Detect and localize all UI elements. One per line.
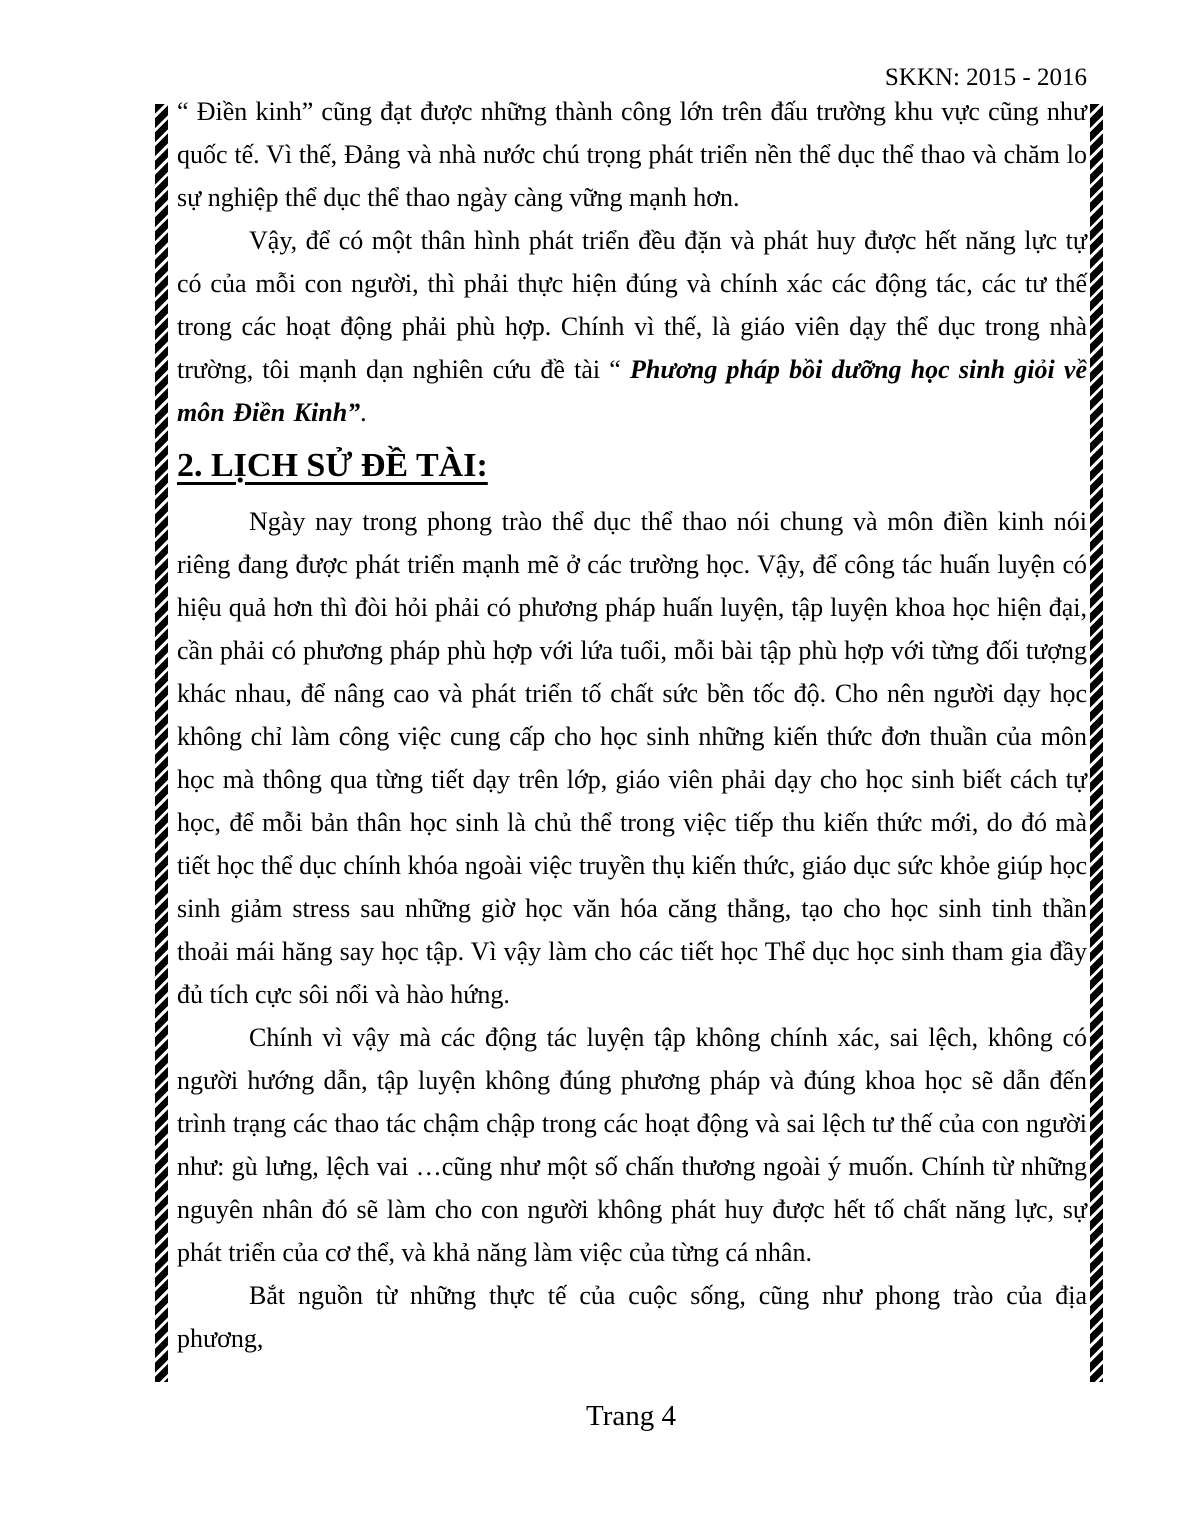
paragraph-motivation-text: Vậy, để có một thân hình phát triển đều đặn và phát huy được hết năng lực tự có của mỗi con người, thì phải thực hiện đúng và chính xác các động tác, các tư thế trong các hoạt động phải phù hợp. Chính vì thế, là giáo viên dạy thể dục trong nhà trường, tôi mạnh dạn nghiên cứu đề tài “ <box>177 226 1087 384</box>
section-heading-history: 2. LỊCH SỬ ĐỀ TÀI: <box>177 447 488 484</box>
research-topic-title: Phương pháp bồi dưỡng học sinh giỏi về môn Điền Kinh” <box>177 355 1088 427</box>
page-header-title: SKKN: 2015 - 2016 <box>884 64 1087 91</box>
footer-page-number: Trang 4 <box>586 1400 676 1432</box>
paragraph-intro: “ Điền kinh” cũng đạt được những thành công lớn trên đấu trường khu vực cũng như quốc tế. Vì thế, Đảng và nhà nước chú trọng phát triển nền thể dục thể thao và chăm lo sự nghiệp thể dục thể thao ngày càng vững mạnh hơn. <box>177 97 1087 212</box>
paragraph-motivation-end: . <box>360 398 367 427</box>
paragraph-history-3: Bắt nguồn từ những thực tế của cuộc sống, cũng như phong trào của địa phương, <box>177 1281 1087 1353</box>
paragraph-history-1: Ngày nay trong phong trào thể dục thể thao nói chung và môn điền kinh nói riêng đang được phát triển mạnh mẽ ở các trường học. Vậy, để công tác huấn luyện có hiệu quả hơn thì đòi hỏi phải có phương pháp huấn luyện, tập luyện khoa học hiện đại, cần phải có phương pháp phù hợp với lứa tuổi, mỗi bài tập phù hợp với từng đối tượng khác nhau, để nâng cao và phát triển tố chất sức bền tốc độ. Cho nên người dạy học không chỉ làm công việc cung cấp cho học sinh những kiến thức đơn thuần của môn học mà thông qua từng tiết dạy trên lớp, giáo viên phải dạy cho học sinh biết cách tự học, để mỗi bản thân học sinh là chủ thể trong việc tiếp thu kiến thức mới, do đó mà tiết học thể dục chính khóa ngoài việc truyền thụ kiến thức, giáo dục sức khỏe giúp học sinh giảm stress sau những giờ học văn hóa căng thẳng, tạo cho học sinh tinh thần thoải mái hăng say học tập. Vì vậy làm cho các tiết học Thể dục học sinh tham gia đầy đủ tích cực sôi nổi và hào hứng. <box>177 507 1087 1009</box>
document-body <box>177 90 1087 1360</box>
paragraph-motivation <box>177 219 1087 434</box>
right-decorative-border <box>1090 104 1103 1382</box>
paragraph-history-2: Chính vì vậy mà các động tác luyện tập không chính xác, sai lệch, không có người hướng dẫn, tập luyện không đúng phương pháp và đúng khoa học sẽ dẫn đến trình trạng các thao tác chậm chập trong các hoạt động và sai lệch tư thế của con người như: gù lưng, lệch vai …cũng như một số chấn thương ngoài ý muốn. Chính từ những nguyên nhân đó sẽ làm cho con người không phát huy được hết tố chất năng lực, sự phát triển của cơ thể, và khả năng làm việc của từng cá nhân. <box>177 1023 1087 1267</box>
left-decorative-border <box>155 104 168 1382</box>
